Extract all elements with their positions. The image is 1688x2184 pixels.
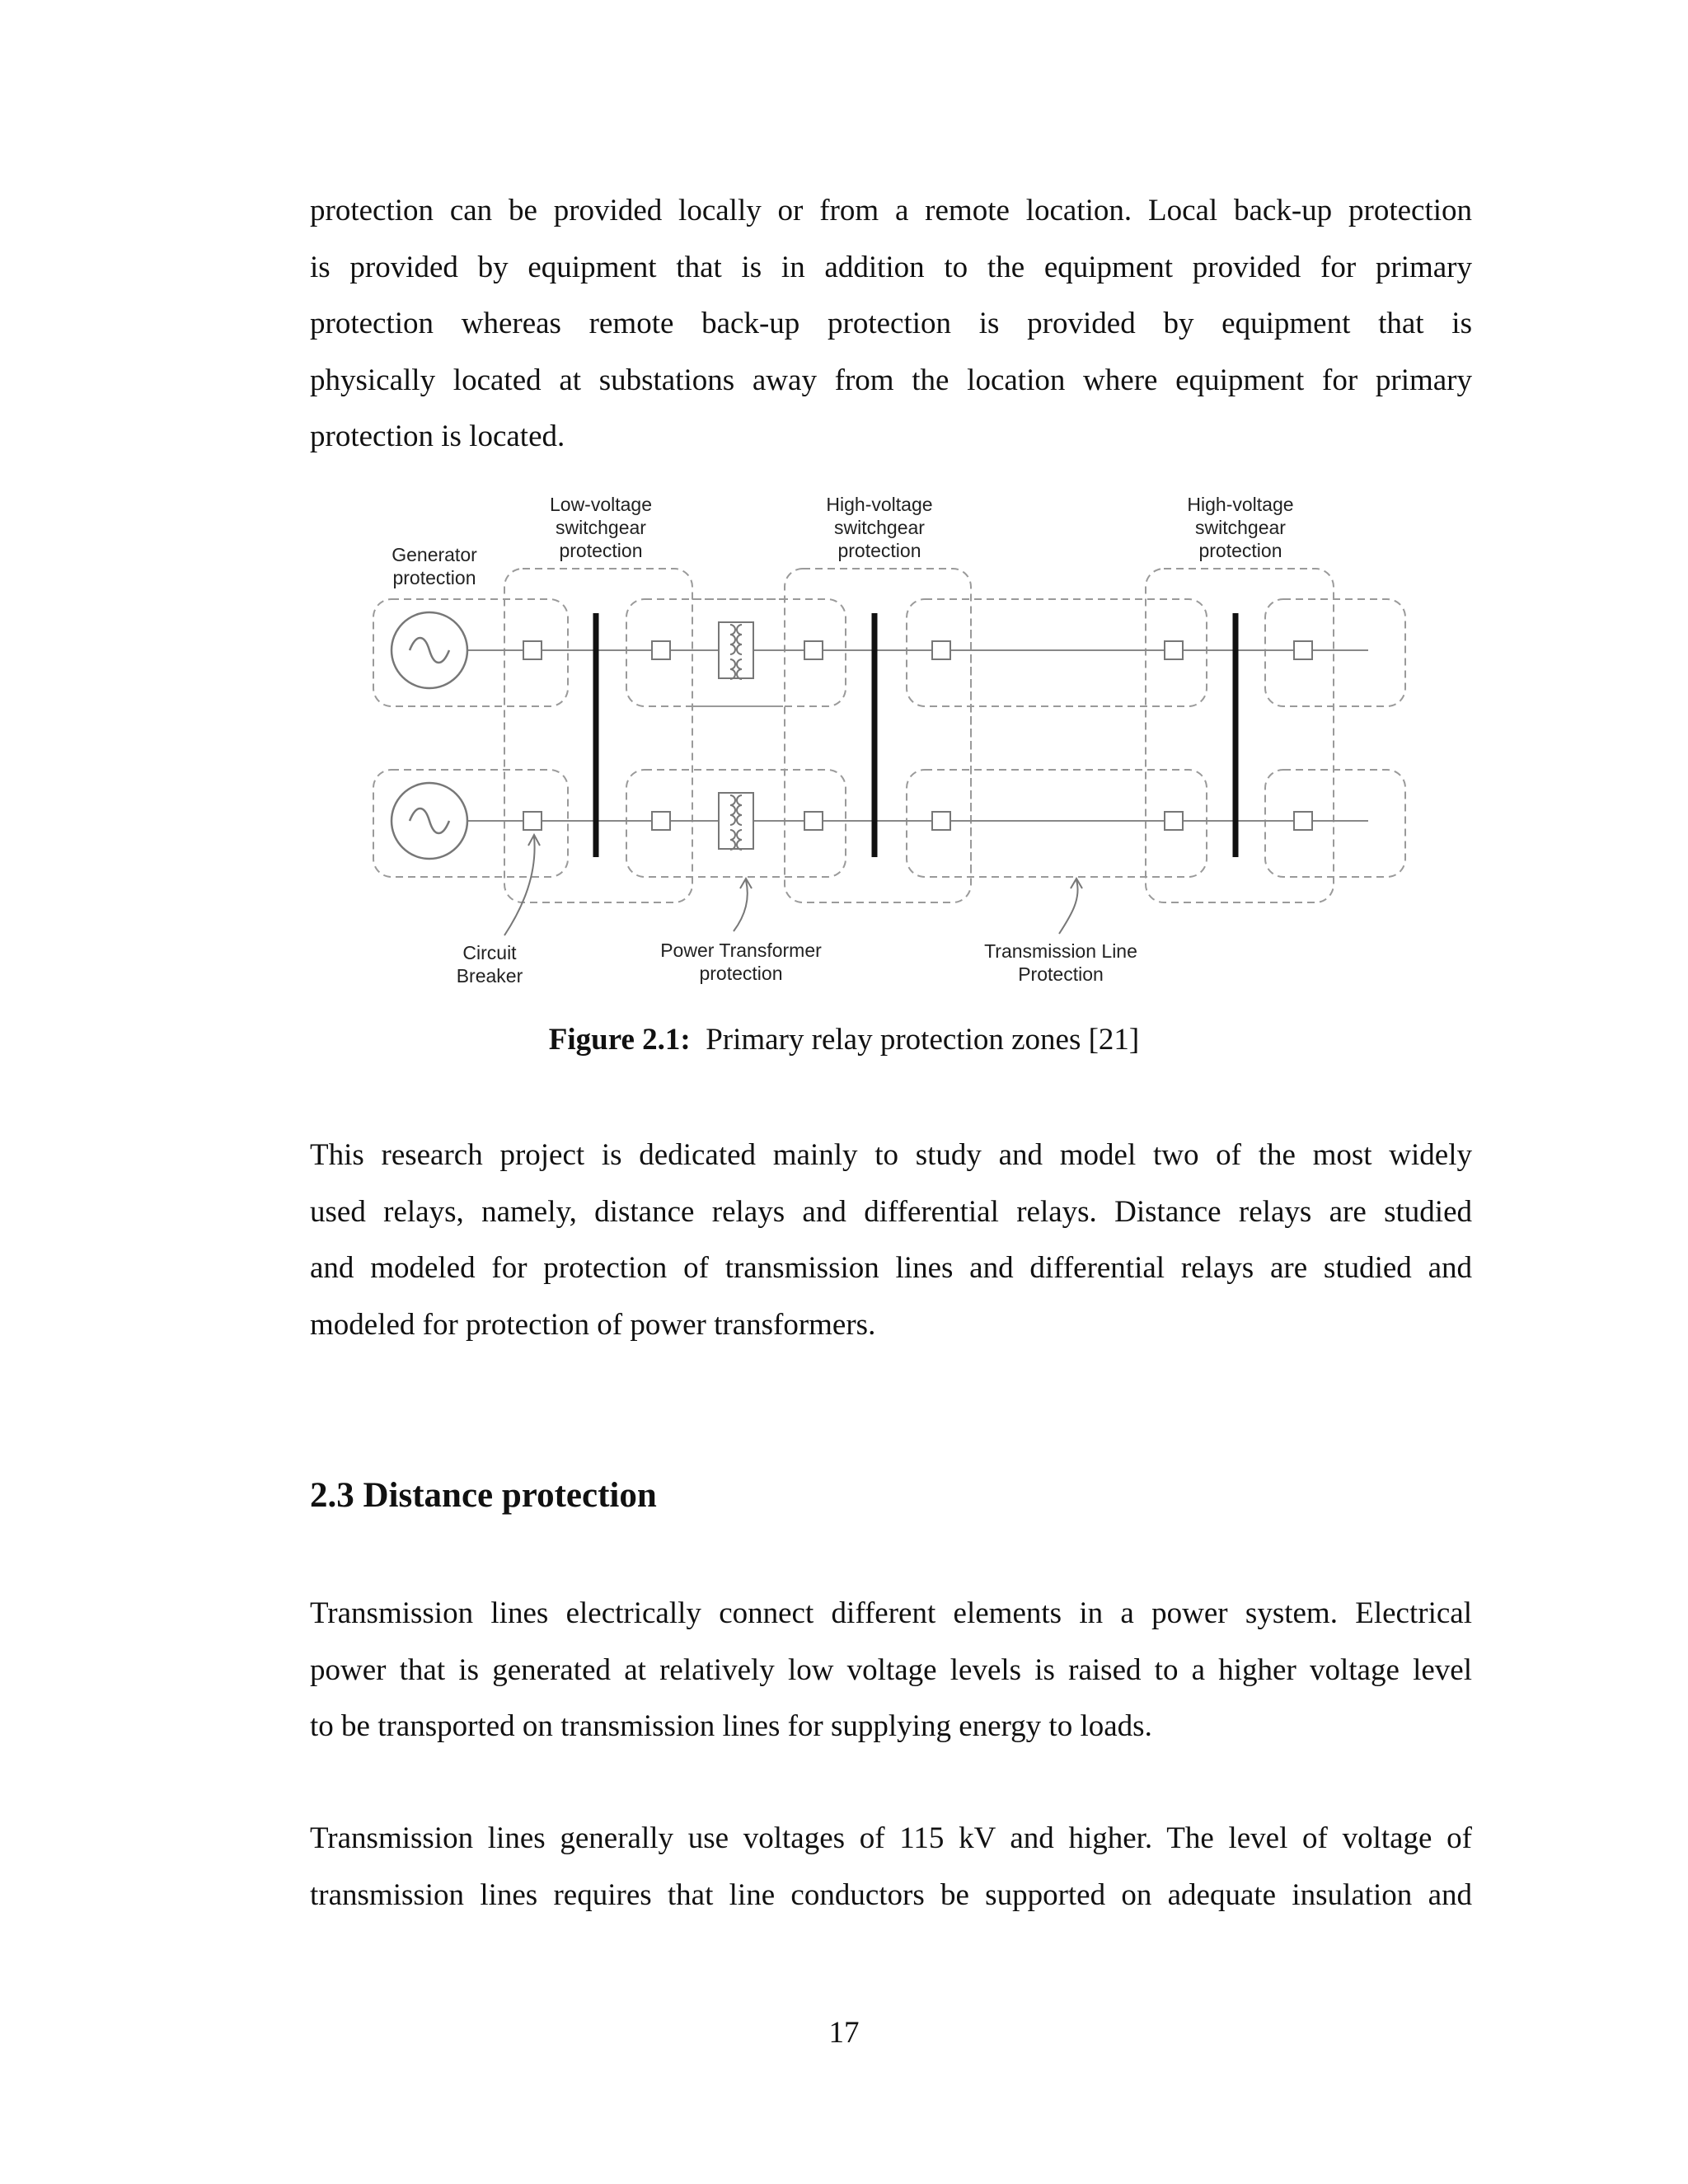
label-hv1-3: protection [837, 540, 921, 561]
text-line: power that is generated at relatively low voltage levels is raised to a higher voltage level [310, 1652, 1472, 1687]
label-transformer-1: Power Transformer [660, 940, 822, 961]
label-lv-3: protection [559, 540, 643, 561]
text-line: modeled for protection of power transformers. [310, 1307, 876, 1342]
pointer-arrow-line [1059, 880, 1078, 934]
protection-zones-figure [0, 0, 1688, 1005]
text-line: is provided by equipment that is in addition to the equipment provided for primary [310, 250, 1472, 284]
label-hv2-2: switchgear [1195, 517, 1286, 538]
circuit-breaker-icon [804, 812, 823, 830]
section-heading: 2.3 Distance protection [310, 1476, 657, 1515]
text-line: This research project is dedicated mainly to study and model two of the most widely [310, 1138, 1472, 1172]
label-transformer-2: protection [699, 963, 783, 984]
paragraph-voltages [310, 1811, 1472, 1924]
line-zone-bottom [907, 770, 1207, 877]
paragraph-transmission-lines [310, 1586, 1472, 1755]
label-lv-2: switchgear [556, 517, 646, 538]
paragraph-research-scope [310, 1127, 1472, 1353]
circuit-breaker-icon [1165, 641, 1183, 659]
circuit-breaker-icon [1294, 812, 1312, 830]
circuit-breaker-icon [804, 641, 823, 659]
circuit-breaker-icon [1165, 812, 1183, 830]
text-line: used relays, namely, distance relays and differential relays. Distance relays are studied [310, 1194, 1472, 1229]
circuit-breaker-icon [652, 812, 670, 830]
circuit-breaker-icon [1294, 641, 1312, 659]
label-hv2-3: protection [1198, 540, 1282, 561]
pointer-arrow-breaker [504, 837, 535, 935]
transformer-icon [719, 793, 753, 849]
text-line: protection can be provided locally or from a remote location. Local back-up protection [310, 194, 1472, 227]
text-line: Transmission lines generally use voltages of 115 kV and higher. The level of voltage of [310, 1821, 1472, 1855]
hv-switchgear-zone-2 [1146, 569, 1334, 902]
circuit-breaker-icon [652, 641, 670, 659]
text-line: transmission lines requires that line conductors be supported on adequate insulation and [310, 1877, 1472, 1912]
page-number: 17 [828, 2016, 860, 2050]
right-zone-bottom [1265, 770, 1405, 877]
transformer-icon [719, 622, 753, 678]
label-hv2-1: High-voltage [1187, 494, 1294, 515]
circuit-breaker-icon [523, 641, 542, 659]
circuit-breaker-icon [523, 812, 542, 830]
right-zone-top [1265, 599, 1405, 706]
caption-text: Primary relay protection zones [21] [706, 1023, 1140, 1057]
label-hv1-2: switchgear [834, 517, 925, 538]
label-breaker-2: Breaker [456, 965, 523, 987]
text-line: protection whereas remote back-up protection is provided by equipment that is [310, 307, 1472, 340]
figure-caption [0, 1022, 1688, 1057]
label-lv-1: Low-voltage [549, 494, 653, 515]
label-generator-1: Generator [392, 544, 477, 565]
text-line: and modeled for protection of transmission lines and differential relays are studied and [310, 1251, 1472, 1285]
text-line: to be transported on transmission lines for supplying energy to loads. [310, 1709, 1152, 1743]
caption-label: Figure 2.1: [548, 1023, 691, 1057]
text-line: Transmission lines electrically connect different elements in a power system. Electrical [310, 1596, 1472, 1630]
label-breaker-1: Circuit [462, 942, 517, 963]
label-generator-2: protection [392, 567, 476, 588]
label-line-2: Protection [1018, 963, 1104, 985]
circuit-breaker-icon [932, 812, 950, 830]
text-line: physically located at substations away from the location where equipment for primary [310, 363, 1472, 397]
label-line-1: Transmission Line [984, 940, 1137, 962]
label-hv1-1: High-voltage [826, 494, 933, 515]
circuit-breaker-icon [932, 641, 950, 659]
hv-switchgear-zone-1 [785, 569, 971, 902]
line-zone-top [907, 599, 1207, 706]
text-line: protection is located. [310, 419, 565, 453]
